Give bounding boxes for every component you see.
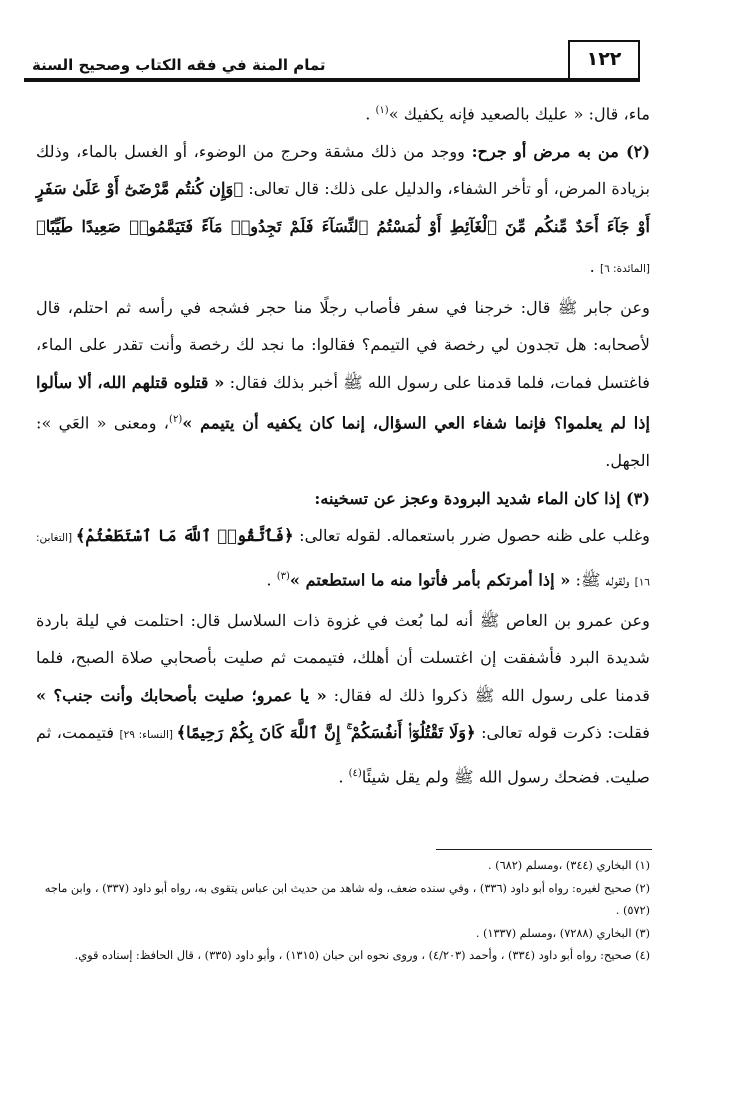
paragraph-6: وعن عمرو بن العاص ﷺ أنه لما بُعث في غزوة ذات السلاسل قال: احتلمت في ليلة باردة شديدة البرد فأشفقت إن اغتسلت أن أهلك، فتيممت ثم صليت بأصحابي صلاة الصبح، فلما قدمنا على رسول الله ﷺ ذكروا ذلك له فقال: « يا عمرو؛ صليت بأصحابك وأنت جنب؟ » فقلت: ذكرت قوله تعالى: ﴿وَلَا تَقْتُلُوٓا۟ أَنفُسَكُمْ ۚ إِنَّ ٱللَّهَ كَانَ بِكُمْ رَحِيمًا﴾ [النساء: ٢٩] فتيممت، ثم صليت. فضحك رسول الله ﷺ ولم يقل شيئًا$^{(٤)}$ . — [36, 610, 651, 787]
footnote-separator — [436, 849, 652, 850]
footnote-marker-3: (٣) — [276, 570, 290, 582]
paragraph-3: وعن جابر ﷺ قال: خرجنا في سفر فأصاب رجلًا منا حجر فشجه في رأسه ثم احتلم، قال لأصحابه: هل تجدون لي رخصة في التيمم؟ فقالوا: ما نجد لك رخصة وأنت تقدر على الماء، فاغتسل فمات، فلما قدمنا على رسول الله ﷺ أخبر بذلك فقال: « قتلوه قتلهم الله، ألا سألوا إذا لم يعلموا؟ فإنما شفاء العي السؤال، إنما كان يكفيه أن يتيمم »$^{(٢)}$، ومعنى « العَي »: الجهل. — [36, 297, 651, 471]
paragraph-4 — [36, 480, 650, 518]
page-number: ١٢٢ — [586, 48, 622, 70]
verse-reference: [النساء: ٢٩] — [119, 729, 177, 742]
footnote-marker-4: (٤) — [348, 767, 362, 779]
paragraph-1: ماء، قال: « عليك بالصعيد فإنه يكفيك »$^{(١)}$ . — [365, 104, 650, 124]
verse-reference: [المائدة: ٦] — [599, 263, 650, 276]
hadith-quote: « إذا أمرتكم بأمر فأتوا منه ما استطعتم » — [289, 570, 571, 590]
footnote-3: (٣) البخاري (٧٢٨٨) ،ومسلم (١٣٣٧) . — [475, 926, 650, 940]
header-rule — [24, 78, 640, 82]
footnotes — [36, 855, 650, 968]
footnote-marker-2: (٢) — [169, 414, 183, 426]
hadith-quote: « يا عمرو؛ صليت بأصحابك وأنت جنب؟ » — [36, 685, 327, 705]
footnote-marker-1: (١) — [375, 105, 389, 116]
footnote-2: (٢) صحيح لغيره: رواه أبو داود (٣٣٦) ، وفي سنده ضعف، وله شاهد من حديث ابن عباس يتقوى به، رواه أبو داود (٣٣٧) ، وابن ماجه (٥٧٢) . — [44, 881, 650, 918]
footnote-1: (١) البخاري (٣٤٤) ،ومسلم (٦٨٢) . — [487, 859, 650, 872]
quran-verse: ﴿وَلَا تَقْتُلُوٓا۟ أَنفُسَكُمْ ۚ إِنَّ ٱللَّهَ كَانَ بِكُمْ رَحِيمًا﴾ — [176, 723, 476, 743]
book-title: تمام المنة في فقه الكتاب وصحيح السنة — [32, 56, 326, 74]
verse-reference: [التغابن: ١٦] — [36, 532, 650, 589]
main-text — [36, 92, 650, 796]
hadith-quote: « قتلوه قتلهم الله، ألا سألوا إذا لم يعلموا؟ فإنما شفاء العي السؤال، إنما كان يكفيه أن يتيمم » — [36, 372, 651, 433]
section-heading-3: (٣) إذا كان الماء شديد البرودة وعجز عن تسخينه: — [314, 488, 650, 508]
running-header — [24, 42, 640, 82]
quran-verse: ﴿وَإِن كُنتُم مَّرْضَىٰٓ أَوْ عَلَىٰ سَفَرٍ أَوْ جَآءَ أَحَدٌ مِّنكُم مِّنَ ٱلْغَآئِطِ أَوْ لَٰمَسْتُمُ ٱلنِّسَآءَ فَلَمْ تَجِدُوا۟ مَآءً فَتَيَمَّمُوا۟ صَعِيدًا طَيِّبًا﴾ — [36, 179, 650, 236]
paragraph-5: وغلب على ظنه حصول ضرر باستعماله. لقوله تعالى: ﴿فَٱتَّقُوا۟ ٱللَّهَ مَا ٱسْتَطَعْتُمْ﴾ [التغابن: ١٦] ولقوله ﷺ: « إذا أمرتكم بأمر فأتوا منه ما استطعتم »$^{(٣)}$ . — [36, 526, 651, 590]
quran-verse: ﴿فَٱتَّقُوا۟ ٱللَّهَ مَا ٱسْتَطَعْتُمْ﴾ — [75, 526, 294, 546]
footnote-4: (٤) صحيح: رواه أبو داود (٣٣٤) ، وأحمد (٤/٢٠٣) ، وروى نحوه ابن حبان (١٣١٥) ، وأبو داود (٣٣٥) ، قال الحافظ: إسناده قوي. — [74, 949, 650, 963]
section-heading-2: (٢) من به مرض أو جرح: — [471, 141, 650, 161]
page-number-box — [568, 40, 640, 80]
paragraph-2: (٢) من به مرض أو جرح: ووجد من ذلك مشقة وحرج من الوضوء، أو الغسل بالماء، وذلك بزيادة المرض، أو تأخر الشفاء، والدليل على ذلك: قال تعالى: ﴿وَإِن كُنتُم مَّرْضَىٰٓ أَوْ عَلَىٰ سَفَرٍ أَوْ جَآءَ أَحَدٌ مِّنكُم مِّنَ ٱلْغَآئِطِ أَوْ لَٰمَسْتُمُ ٱلنِّسَآءَ فَلَمْ تَجِدُوا۟ مَآءً فَتَيَمَّمُوا۟ صَعِيدًا طَيِّبًا﴾ [المائدة: ٦] . — [36, 141, 650, 277]
